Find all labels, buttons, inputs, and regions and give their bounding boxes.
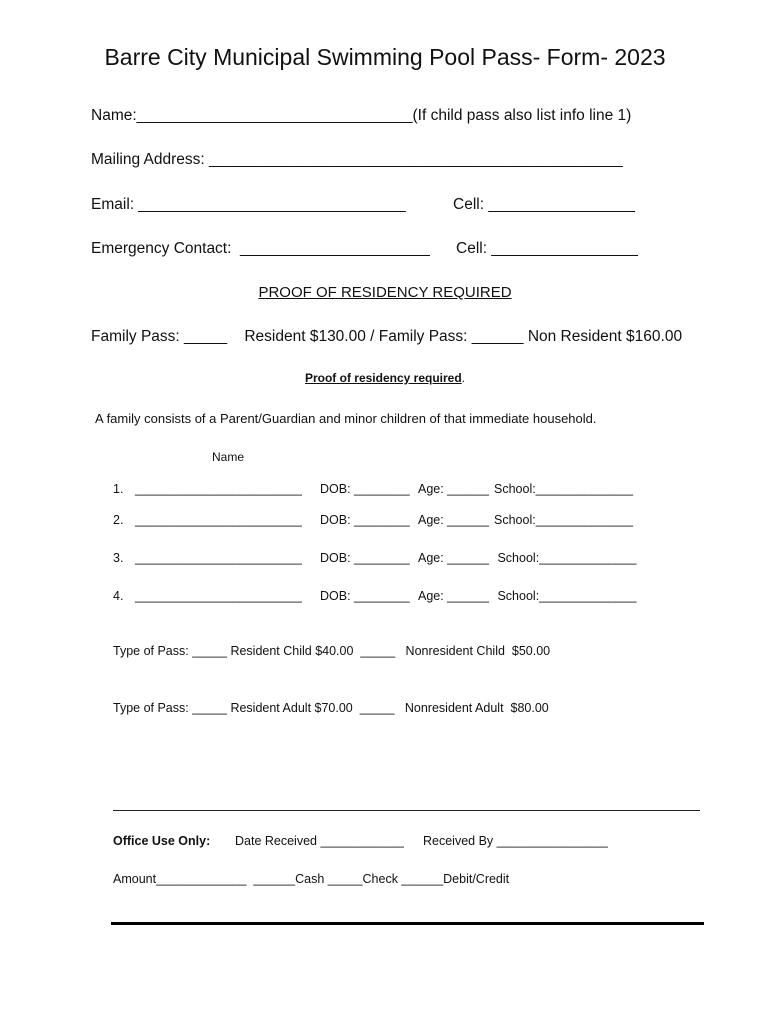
proof-note-text: Proof of residency required <box>304 371 462 385</box>
child-school-blank: School:______________ <box>494 551 637 565</box>
child-school-blank: School:______________ <box>494 589 637 603</box>
child-dob-blank: DOB: ________ <box>320 482 410 496</box>
child-age-blank: Age: ______ <box>418 513 489 527</box>
family-definition: A family consists of a Parent/Guardian and minor children of that immediate household. <box>95 411 597 426</box>
bottom-rule <box>111 922 704 925</box>
child-name-blank: ________________________ <box>135 482 302 496</box>
child-name-blank: ________________________ <box>135 551 302 565</box>
child-name-blank: ________________________ <box>135 589 302 603</box>
children-name-header: Name <box>212 450 245 464</box>
child-age-blank: Age: ______ <box>418 589 489 603</box>
child-pass-type-line: Type of Pass: _____ Resident Child $40.00 _____ Nonresident Child $50.00 <box>113 644 551 658</box>
child-number: 1. <box>113 482 124 496</box>
proof-note-period: . <box>461 371 466 385</box>
child-number: 3. <box>113 551 124 565</box>
child-dob-blank: DOB: ________ <box>320 589 410 603</box>
office-divider <box>113 810 700 811</box>
child-age-blank: Age: ______ <box>418 551 489 565</box>
payment-amount-line: Amount_____________ ______Cash _____Check ______Debit/Credit <box>113 872 510 886</box>
date-received-field: Date Received ____________ <box>235 834 404 848</box>
name-field: Name:________________________________(If child pass also list info line 1) <box>91 107 632 124</box>
family-pass-line: Family Pass: _____ Resident $130.00 / Family Pass: ______ Non Resident $160.00 <box>91 328 683 345</box>
child-school-blank: School:______________ <box>494 513 634 527</box>
adult-pass-type-line: Type of Pass: _____ Resident Adult $70.00 _____ Nonresident Adult $80.00 <box>113 701 549 715</box>
child-dob-blank: DOB: ________ <box>320 551 410 565</box>
email-field: Email: _______________________________ <box>91 196 406 213</box>
child-number: 4. <box>113 589 124 603</box>
child-age-blank: Age: ______ <box>418 482 489 496</box>
proof-note <box>0 372 770 384</box>
form-title: Barre City Municipal Swimming Pool Pass- Form- 2023 <box>104 44 666 70</box>
child-school-blank: School:______________ <box>494 482 634 496</box>
email-cell-field: Cell: _________________ <box>453 196 635 213</box>
child-number: 2. <box>113 513 124 527</box>
proof-heading: PROOF OF RESIDENCY REQUIRED <box>258 284 512 301</box>
child-name-blank: ________________________ <box>135 513 302 527</box>
mailing-address-field: Mailing Address: ________________________________________________ <box>91 151 623 168</box>
office-use-label: Office Use Only: <box>113 834 211 848</box>
child-dob-blank: DOB: ________ <box>320 513 410 527</box>
emergency-cell-field: Cell: _________________ <box>456 240 638 257</box>
emergency-contact-field: Emergency Contact: ______________________ <box>91 240 430 257</box>
received-by-field: Received By ________________ <box>423 834 608 848</box>
